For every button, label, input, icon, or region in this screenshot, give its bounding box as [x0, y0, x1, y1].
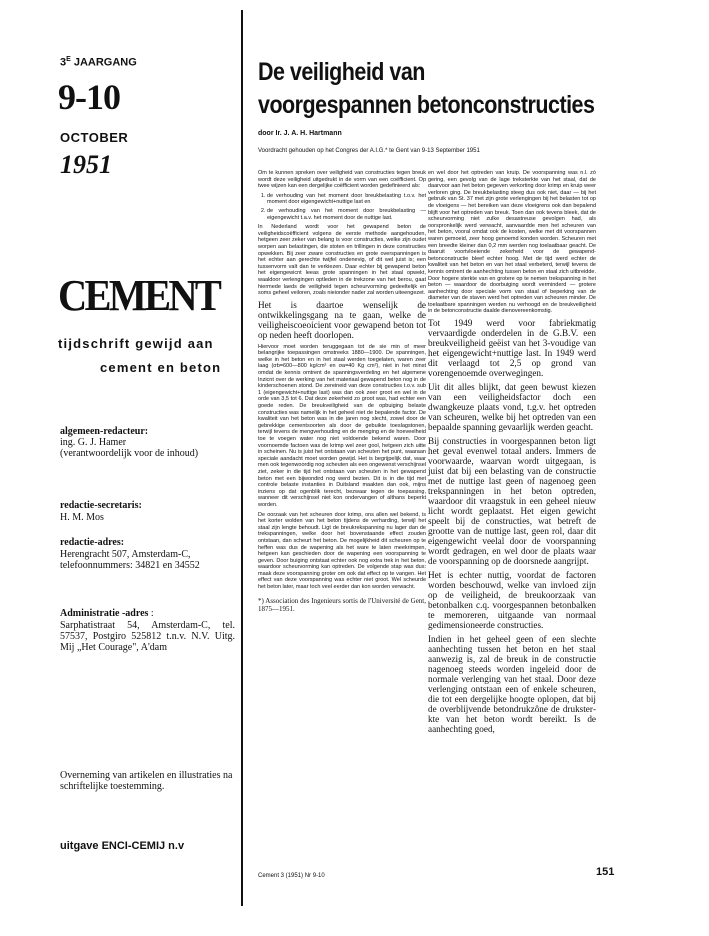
- paragraph: In Nederland wordt voor het gewapend beton de veiligheidscoëfficient volgens de eerste methode aangehouden, hetgeen zeer zeker van belang is voor constructies, welke zijn oudet worpen aan belastingen, die stoten en trillingen in deze constructies opwekken. Bij zeer zware constructies en grote overspanningen is het echter aan gerechte twijfel ondenevig, of dit wel juist is; een tussenvorm valt dan te verkiezen. Daar echter bij gewapend beton het eigengewicnt leeas grote spanningen in het staal opwekt, waaldoor verlengingen optleden in de trekzone van het berou, gaat hiermede laeds de veiligheid tegen scheurvorming gedeeltelijk en soms geheel veiloren, zoals nieionder nader zal worden uiteengezet.: [258, 224, 426, 297]
- article-title-line-2: voorgespannen betonconstructies: [258, 91, 595, 119]
- vertical-divider: [241, 10, 243, 906]
- article-title: [258, 56, 594, 122]
- admin-label-colon: :: [148, 608, 154, 619]
- article-byline: door Ir. J. A. H. Hartmann: [258, 130, 342, 137]
- article-title-line-1: De veiligheid van: [258, 58, 425, 86]
- tagline-line-1: tijdschrift gewijd aan: [58, 336, 214, 351]
- issue-month: OCTOBER: [60, 130, 129, 145]
- admin-label-text: Administratie -adres: [60, 608, 149, 619]
- tagline-line-2: cement en beton: [100, 360, 222, 375]
- address-line-2: telefoonnummers: 34821 en 34552: [60, 560, 200, 571]
- magazine-logo: CEMENT: [58, 271, 220, 320]
- copyright-notice: Overneming van artikelen en illustraties na schriftelijke toestemming.: [60, 770, 233, 792]
- admin-label: [60, 608, 154, 619]
- list-item: 1. de verhouding van het moment door breukbelasting t.o.v. het moment door eigengewicht+nuttige last en: [267, 193, 426, 206]
- editor-label: algemeen-redacteur:: [60, 426, 149, 437]
- definition-list: [258, 193, 426, 221]
- serif-paragraph: Bij constructies in voorgespannen beton ligt het geval evenwel totaal anders. Immers de voorwaarde, waarvan wordt uitgegaan, is juist dat bij een belasting van de constructie met de nuttige last geen of nagenoeg geen trekspanningen in het beton optreden, waardoor dit vraagstuk in een geheel nieuw licht wordt geplaatst. Het eigen gewicht speelt bij de constructies, wat betreft de grootte van de nuttige last, geen rol, daar dit eigengewicht veelal door de voorspanning wordt gedragen, en wel door de plaats waar de voorspanning op de doorsnede aangrijpt.: [428, 436, 596, 567]
- volume-label: [60, 56, 137, 69]
- paragraph: en wel door het optreden van kruip. De voorspanning was n.l. zó gering, een gevolg van de lage treksterkte van het staal, dat de daarvoor aan het beton gegeven verkorting door krimp en kruip weer verloren ging. De breukbelasting steeg dus ook niet, daar — bij het gebruik van St. 37 met zijn grote verlengingen bij het belasten tot op de vloeigens — het bereiken van deze vloeigrens ook dan bepalend blijft voor het optreden van breuk. Toen dan ook tevens bleek, dat de scheurvorming niet zulke desastreuse gevolgen had, als oorspronkelijk werd verwacht, aanvaardde men het scheuren van het beton, vooral omdat ook de kosten, welke met dit voorspannen waren gemoeid, zeer hoog genoemd konden worden. Scheuren met een breedte kleiner dan 0,2 mm werden nog toelaatbaar geacht. De daaruit voortvloeiende zekerheid voor de gewapend-betonconstructie bleef echter hoog. Met de tijd werd echter de kwaliteit van het beton en van het staal verbeterd, terwijl tevens de kennis omtrent de aanhechting tussen beton en staal zich uitbreidde. Door hogere sterkte van en grotere op te nemen trekspanning in het beton — waardoor de doorbuiging wordt verminderd — grotere aanhechting door speciale vorm van staal of beperking van de diameter van de staven werd het optreden van scheuren minder. De toelaatbare spanningen werden nu verhoogd en de breukveiligheid in de betonconstructie daalde dienovereenkomstig.: [428, 170, 596, 315]
- publisher-line: uitgave ENCI-CEMIJ n.v: [60, 840, 185, 852]
- secretary-label: redactie-secretaris:: [60, 500, 142, 511]
- serif-paragraph: Indien in het geheel geen of een slechte aanhechting tussen het beton en het staal aanwezig is, zal de breuk in de constructie nagenoeg steeds worden ingeleid door de normale verlenging van het staal. Door deze verlenging ontstaan een of enkele scheuren, die tot een dergelijke hoogte oplopen, dat bij de overblijvende betondrukzône de druksterkte van het beton wordt bereikt. Is de aanhechting goed,: [428, 634, 596, 735]
- serif-paragraph: Uit dit alles blijkt, dat geen bewust kiezen van een veiligheidsfactor doch een dwangkeuze plaats vond, t.g.v. het optreden van scheuren, welke bij het optreden van een bepaalde spanning gevaarlijk werden geacht.: [428, 382, 596, 433]
- issue-year: 1951: [60, 150, 112, 179]
- address-label: redactie-adres:: [60, 537, 125, 548]
- article-column-2: [428, 170, 596, 738]
- admin-value: Sarphatistraat 54, Amsterdam-C, tel. 57537, Postgiro 525812 t.n.v. N.V. Uitg. Mij „Het Courage", A'dam: [60, 620, 235, 653]
- paragraph: Hiervoor moet worden teruggegaan tot de sie min of meer belangrijke toepassingen omstreeks 1880—1900. De spanningen, welke in het beton en in het staal werden toegelaten, waren zeer laag (σb=600—800 kg/cm² en σa=40 Kg cm²), niet in het minst omdat de kennis omtrent de spanningsverdeling en het algemene Inzicnt over de werking van het materiaal gewapend beton nog in de kinderschoenen stond. De zereineid van deze constructies t.o.v. sub 1 (eigengewicht+nuttige last) was dan ook zeer groot en wel in de orde van 3,5 tot 6. Dat deze zekerheid zo groot was, had echter een goede reden. De breukveiligheid van de opbuiging belaste constructies was namelijk in het geheel niet de bepalende factor. De kwaliteit van het beton was in die jaren nog slecht, zowel door de gebrekkige cementsoorten als door de gebuikte toeslagstonen, terwijl tevens de mengverhouding en de menging en de hoeveelheid toe te voegen water nog niet voldoende bekend waren. Door voornoemde factoen was de krimp wel zeer gool, hetgeen zich uitte in scheinen. Nu is juist het ontstaan van scheuten het punt, waaraan speciale aandacht moet worden gewijd. Het is begrijpelijk dat, waar men ook tegenwoordig nog scheuten als een ongewenst verschijnsel ziet, zeker in die tijd het ontstaan van scheuten in het gewapend beton met een bijwondird nog werd bezien. Dit is in die tijd met controle belaste instanties in Duitsland maakten dan ook, mijns inziens op dat ogenblik terecht, bezwaar tegen de toepassing, wanneer dit verschijnsel niet kon ondervangen of althans beperkt worden.: [258, 343, 426, 508]
- article-column-1: [258, 170, 426, 617]
- volume-number: 3: [60, 56, 67, 69]
- list-item: 2. de verhouding van het moment door breukbelasting — eigengewicht t.a.v. het moment door de nuttige last.: [267, 208, 426, 221]
- serif-paragraph: Tot 1949 werd voor fabriekmatig vervaardigde onderdelen in de G.B.V. een breukveiligheid geëist van het 3-voudige van het eigengewicht+nuttige last. In 1949 werd dit verlaagd tot 2,5 op grond van vorengenoemde overwegingen.: [428, 318, 596, 379]
- volume-ordinal: E: [66, 56, 71, 63]
- article-context: Voordracht gehouden op het Congres der A.I.G.* te Gent van 9-13 September 1951: [258, 148, 480, 154]
- serif-paragraph: Het is echter nuttig, voordat de factoren worden beschouwd, welke van invloed zijn op de veiligheid, de breukoorzaak van betonbalken c.q. voorgespannen betonbalken te memoreren, uitgaande van normaal gedimensioneerde constructies.: [428, 570, 596, 631]
- issue-number: 9-10: [58, 77, 120, 117]
- lead-paragraph: Het is daartoe wenselijk de ontwikkelingsgang na te gaan, welke de veiligheiscoeoicient voor gewapend beton tot op neden heeft doorlopen.: [258, 299, 426, 340]
- paragraph: Om te kunnen spreken over veiligheid van constructies tegen breuk wordt deze veiligheid uitgedrukt in de vorm van een coëfficient. Op twee wijzen kan een dergelijke coëfficient worden gedefinieerd als:: [258, 170, 426, 190]
- volume-word: JAARGANG: [70, 56, 137, 69]
- secretary-value: H. M. Mos: [60, 512, 104, 523]
- address-line-1: Herengracht 507, Amsterdam-C,: [60, 549, 191, 560]
- editor-name: ing. G. J. Hamer: [60, 437, 127, 448]
- footnote: *) Association des Ingenieurs sortis de l'Université de Gent, 1875—1951.: [258, 596, 426, 613]
- footer-citation: Cement 3 (1951) Nr 9-10: [258, 873, 325, 879]
- address-value: [60, 549, 235, 571]
- editor-value: [60, 437, 235, 459]
- editor-note: (verantwoordelijk voor de inhoud): [60, 448, 199, 459]
- paragraph: De oorzaak van het scheuren door krimp, ons allen wel bekend, is het korter wolden van het beton tijdens de verharding, terwijl het staal zijn lengte behoudt. Ligt de breukrekspanning nu lager dan de trekspanningen, welke door het bovenstaande effect zouden ontstaan, dan scheurt het beton. De mogelijkheid dit scheuren op te heffen was dus de wapening als het ware te laten meekrimpen, hetgeen kan geschieden door de wapening een voorspanning te geven. Door buiging ontstaat echter ook nog extra trek in het beton, waardoor scheurvorming kan optreden. De volgende stap was dus: maak deze voorspanning groter om ook dat effect op te vangen. Het effect van deze voorspanning was echter niet groot. Wel scheurde het beton later, maar toch veel eerder dan kon worden verwacht.: [258, 511, 426, 591]
- page-number: 151: [596, 866, 615, 878]
